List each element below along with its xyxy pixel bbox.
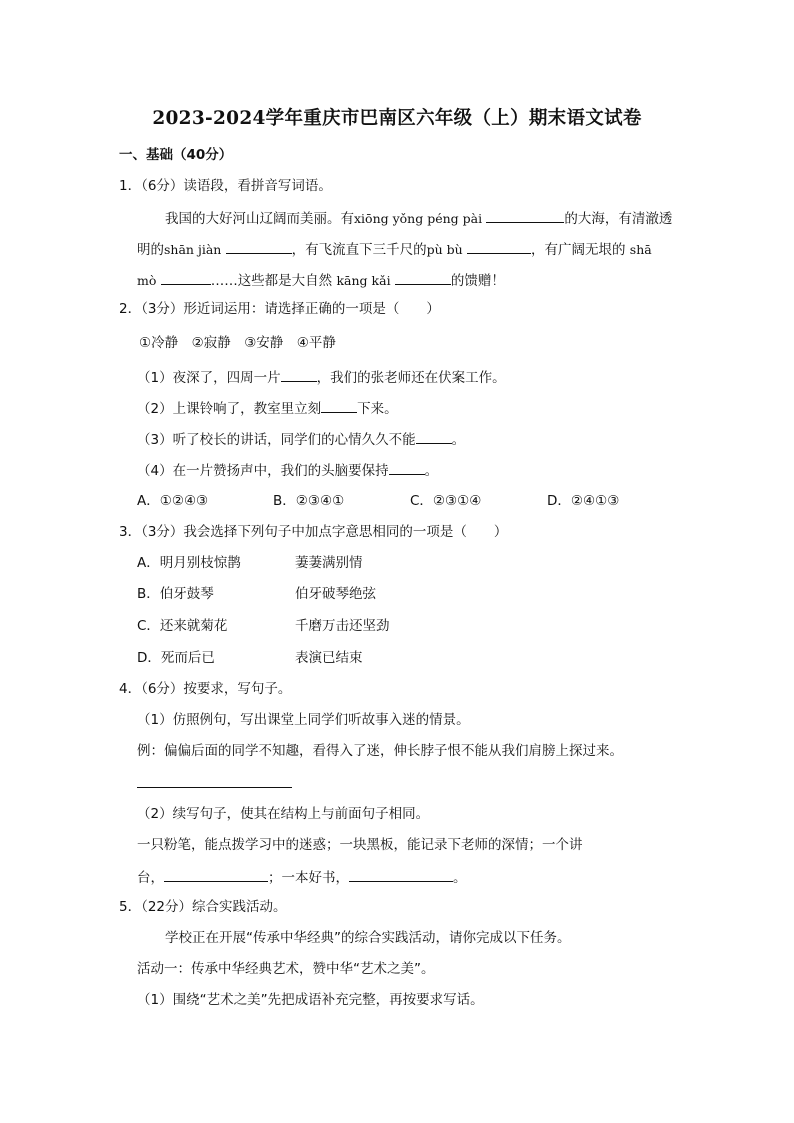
text: ，有广阔无垠的 xyxy=(531,242,626,258)
answer-blank[interactable] xyxy=(395,270,451,285)
text: 。 xyxy=(451,432,466,448)
question-3-option-c[interactable]: C．还来就菊花 xyxy=(137,618,228,634)
question-2-sentence-2 xyxy=(137,398,398,418)
text: 的大海，有清澈透 xyxy=(564,211,673,227)
question-3-option-b-pair: 伯牙破琴绝弦 xyxy=(295,586,376,602)
text: （2）上课铃响了，教室里立刻 xyxy=(137,401,322,417)
answer-blank[interactable] xyxy=(164,867,268,882)
text: 明的 xyxy=(137,242,164,258)
question-3-option-c-pair: 千磨万击还坚劲 xyxy=(295,618,390,634)
answer-blank[interactable] xyxy=(226,239,292,254)
question-2-option-b[interactable]: B．②③④① xyxy=(273,493,345,509)
question-2-sentence-4 xyxy=(137,460,438,480)
answer-blank[interactable] xyxy=(416,429,452,444)
answer-blank[interactable] xyxy=(281,367,317,382)
question-1-line-1 xyxy=(165,208,672,228)
answer-blank[interactable] xyxy=(321,398,357,413)
question-4-sub-2: （2）续写句子，使其在结构上与前面句子相同。 xyxy=(137,806,430,822)
text: ，我们的张老师还在伏案工作。 xyxy=(316,370,506,386)
question-4-line-1: 一只粉笔，能点拨学习中的迷惑；一块黑板，能记录下老师的深情；一个讲 xyxy=(137,837,583,853)
text: ；一本好书， xyxy=(268,870,349,886)
question-2-option-d[interactable]: D．②④①③ xyxy=(547,493,620,509)
section-heading: 一、基础（40分） xyxy=(119,147,233,163)
question-4-example: 例：偏偏后面的同学不知趣，看得入了迷，伸长脖子恨不能从我们肩膀上探过来。 xyxy=(137,743,623,759)
question-3-option-b[interactable]: B．伯牙鼓琴 xyxy=(137,586,214,602)
text: （1）夜深了，四周一片 xyxy=(137,370,281,386)
pinyin: shān jiàn xyxy=(164,242,222,257)
answer-blank[interactable] xyxy=(467,239,531,254)
pinyin: kāng kǎi xyxy=(336,273,391,288)
question-4-stem: 4．（6分）按要求，写句子。 xyxy=(119,681,292,697)
pinyin: shā xyxy=(629,242,652,257)
pinyin: mò xyxy=(137,273,157,288)
question-2-sentence-3 xyxy=(137,429,465,449)
text: 台， xyxy=(137,870,164,886)
text: 。 xyxy=(424,463,439,479)
pinyin: pù bù xyxy=(426,242,463,257)
question-2-sentence-1 xyxy=(137,367,506,387)
text: 下来。 xyxy=(357,401,398,417)
text: 。 xyxy=(453,870,467,886)
question-5-sub-1: （1）围绕“艺术之美”先把成语补充完整，再按要求写话。 xyxy=(137,992,484,1008)
question-3-option-a[interactable]: A．明月别枝惊鹊 xyxy=(137,555,241,571)
question-5-activity-1: 活动一：传承中华经典艺术，赞中华“艺术之美”。 xyxy=(137,961,435,977)
question-2-option-a[interactable]: A．①②④③ xyxy=(137,493,209,509)
text: ……这些都是大自然 xyxy=(210,273,333,289)
text: （3）听了校长的讲话，同学们的心情久久不能 xyxy=(137,432,416,448)
answer-blank[interactable] xyxy=(161,270,211,285)
question-1-stem: 1．（6分）读语段，看拼音写词语。 xyxy=(119,178,332,194)
question-2-stem: 2．（3分）形近词运用：请选择正确的一项是（ ） xyxy=(119,301,440,317)
text: 我国的大好河山辽阔而美丽。有 xyxy=(165,211,354,227)
answer-blank[interactable] xyxy=(349,867,453,882)
question-4-line-2 xyxy=(137,867,467,887)
text: ，有飞流直下三千尺的 xyxy=(291,242,427,258)
answer-blank[interactable] xyxy=(389,460,425,475)
question-4-sub-1: （1）仿照例句，写出课堂上同学们听故事入迷的情景。 xyxy=(137,712,470,728)
question-5-intro: 学校正在开展“传承中华经典”的综合实践活动，请你完成以下任务。 xyxy=(165,930,571,946)
question-3-stem: 3．（3分）我会选择下列句子中加点字意思相同的一项是（ ） xyxy=(119,524,508,540)
answer-line[interactable] xyxy=(137,787,292,788)
pinyin: xiōng yǒng péng pài xyxy=(354,211,483,226)
question-1-line-2 xyxy=(137,239,652,259)
page-title: 2023-2024学年重庆市巴南区六年级（上）期末语文试卷 xyxy=(152,108,642,129)
question-3-option-d[interactable]: D．死而后已 xyxy=(137,650,215,666)
text: （4）在一片赞扬声中，我们的头脑要保持 xyxy=(137,463,389,479)
question-2-option-c[interactable]: C．②③①④ xyxy=(410,493,482,509)
answer-blank[interactable] xyxy=(486,208,564,223)
question-1-line-3 xyxy=(137,270,505,290)
question-3-option-d-pair: 表演已结束 xyxy=(295,650,363,666)
question-2-word-list: ①冷静 ②寂静 ③安静 ④平静 xyxy=(139,335,336,351)
question-3-option-a-pair: 萋萋满别情 xyxy=(295,555,363,571)
text: 的馈赠！ xyxy=(450,273,505,289)
question-5-stem: 5．（22分）综合实践活动。 xyxy=(119,899,287,915)
